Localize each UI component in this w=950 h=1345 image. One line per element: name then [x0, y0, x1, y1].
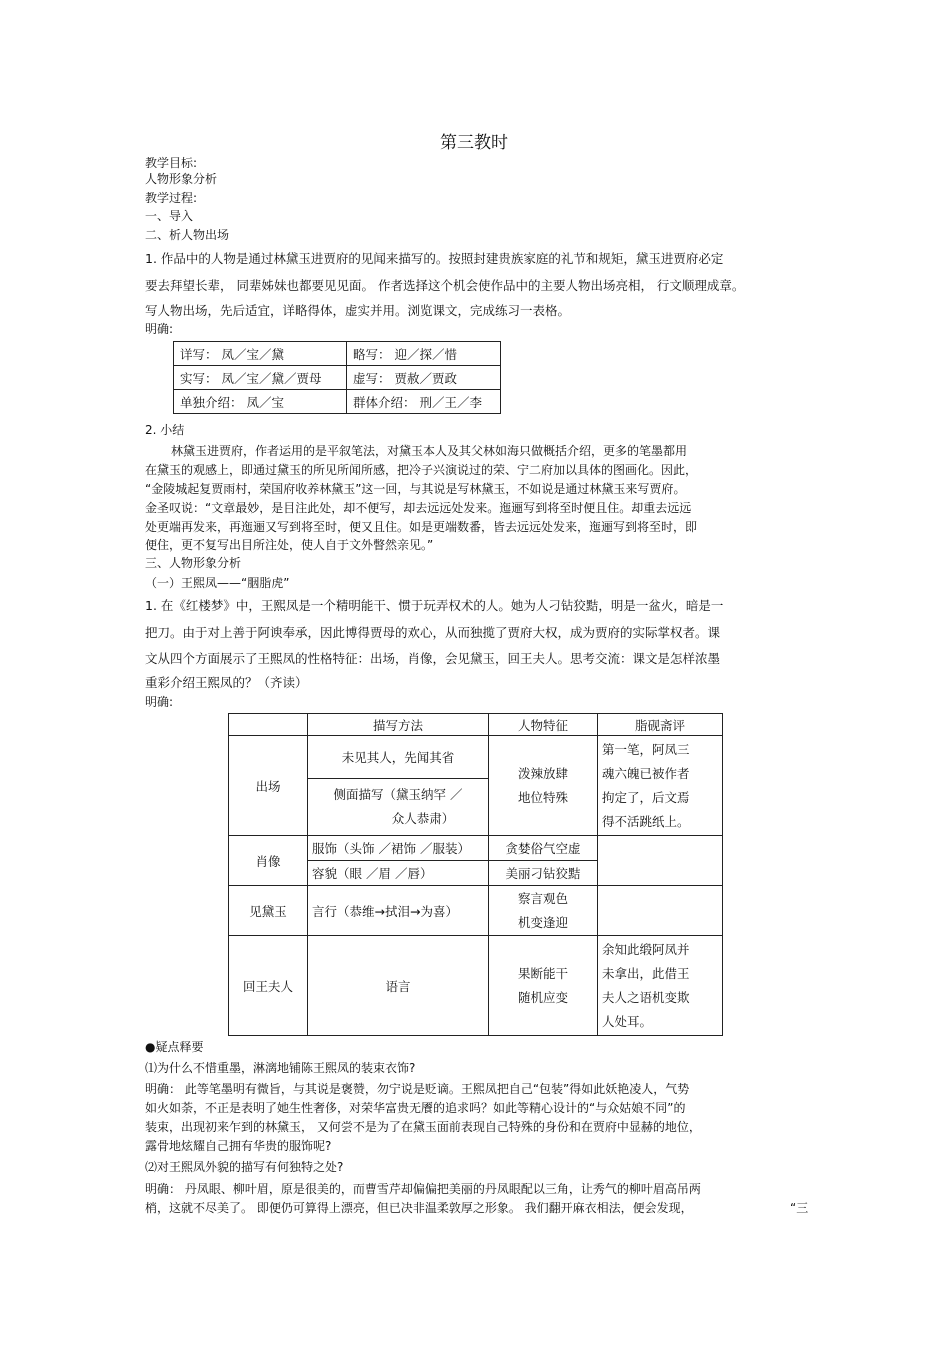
paragraph-line: 林黛玉进贾府，作者运用的是平叙笔法，对黛玉本人及其父林如海只做概括介绍，更多的笔墨都用 — [171, 444, 688, 458]
paragraph-line: 文从四个方面展示了王熙凤的性格特征：出场，肖像，会见黛玉，回王夫人。思考交流：课文是怎样浓墨 — [145, 651, 721, 666]
table-cell: 群体介绍： 刑／王／李 — [347, 390, 501, 414]
paragraph-line: 1. 作品中的人物是通过林黛玉进贾府的见闻来描写的。按照封建贵族家庭的礼节和规矩，黛玉进贾府必定 — [145, 251, 724, 266]
paragraph-line: 处更端再发来，再迤逦又写到将至时，便又且住。如是更端数番，皆去远远处发来，迤逦写到将至时，即 — [145, 520, 698, 534]
paragraph-line: 装束，出现初来乍到的林黛玉， 又何尝不是为了在黛玉面前表现自己特殊的身份和在贾府中显赫的地位， — [145, 1120, 701, 1134]
page-title: 第三教时 — [440, 133, 508, 153]
comment-line: 拘定了，后文焉 — [602, 789, 690, 805]
row-label: 回王夫人 — [229, 936, 308, 1036]
table-row — [229, 736, 723, 779]
paragraph-line: 重彩介绍王熙凤的？（齐读） — [145, 675, 308, 690]
comment-line: 魂六魄已被作者 — [602, 765, 690, 781]
table-cell: 略写： 迎／探／惜 — [347, 342, 501, 366]
trait-cell: 贪婪俗气空虚 — [489, 836, 598, 861]
method-cell: 容貌（眼 ／眉 ／唇） — [308, 861, 489, 886]
comment-line: 未拿出，此借王 — [602, 965, 690, 981]
table-row — [229, 886, 723, 936]
paragraph-line: 如火如荼，不正是表明了她生性奢侈，对荣华富贵无餍的追求吗？如此等精心设计的“与众姑娘不同”的 — [145, 1101, 686, 1115]
row-label: 见黛玉 — [229, 886, 308, 936]
table-row — [174, 342, 501, 366]
method-cell: 服饰（头饰 ／裙饰 ／服装） — [308, 836, 489, 861]
outline-table — [173, 341, 501, 414]
method-cell: 语言 — [308, 936, 489, 1036]
process-heading: 教学过程: — [145, 191, 198, 205]
table-cell: 详写： 凤／宝／黛 — [174, 342, 347, 366]
comment-line: 人处耳。 — [602, 1013, 653, 1029]
header-cell: 脂砚斋评 — [598, 714, 723, 736]
table-header-row — [229, 714, 723, 736]
table-row — [174, 366, 501, 390]
trait-line: 地位特殊 — [517, 789, 568, 805]
comment-cell — [598, 936, 723, 1036]
section-2-heading: 二、析人物出场 — [145, 228, 230, 242]
header-cell: 描写方法 — [308, 714, 489, 736]
section-3-heading: 三、人物形象分析 — [145, 556, 242, 570]
paragraph-line: 金圣叹说：“文章最妙，是目注此处，却不便写，却去远远处发来。迤逦写到将至时便且住。却重去远远 — [145, 501, 692, 515]
method-line: 众人恭肃） — [391, 811, 455, 826]
comment-line: 余知此缎阿凤并 — [602, 941, 690, 957]
paragraph-line-overflow: “三 — [790, 1201, 809, 1215]
paragraph-line: “金陵城起复贾雨村，荣国府收养林黛玉”这一回，与其说是写林黛玉，不如说是通过林黛玉来写贾府。 — [145, 482, 686, 496]
answer-label: 明确: — [145, 695, 174, 709]
method-line: 侧面描写（黛玉纳罕 ／ — [333, 787, 463, 802]
paragraph-line: 要去拜望长辈， 同辈姊妹也都要见见面。 作者选择这个机会使作品中的主要人物出场亮相， 行文顺理成章。 — [145, 278, 745, 293]
table-row — [174, 390, 501, 414]
question-1: ⑴为什么不惜重墨，淋漓地铺陈王熙凤的装束衣饰? — [145, 1061, 416, 1075]
comment-line: 第一笔，阿凤三 — [602, 741, 690, 757]
trait-cell: 美丽刁钻狡黠 — [489, 861, 598, 886]
table-row — [229, 936, 723, 1036]
comment-line: 夫人之语机变欺 — [602, 989, 690, 1005]
method-cell: 未见其人，先闻其省 — [308, 736, 489, 779]
table-cell: 实写： 凤／宝／黛／贾母 — [174, 366, 347, 390]
comment-line: 得不活跳纸上。 — [602, 813, 690, 829]
paragraph-line: 写人物出场，先后适宜，详略得体，虚实并用。浏览课文，完成练习一表格。 — [145, 303, 571, 318]
comment-cell — [598, 836, 723, 886]
trait-cell — [489, 886, 598, 936]
table-cell: 虚写： 贾赦／贾政 — [347, 366, 501, 390]
paragraph-line: 明确： 丹凤眼、柳叶眉，原是很美的，而曹雪芹却偏偏把美丽的丹凤眼配以三角，让秀气的柳叶眉高吊两 — [145, 1182, 701, 1196]
doubts-heading: ●疑点释要 — [145, 1040, 204, 1054]
subsection-heading: （一）王熙凤——“胭脂虎” — [145, 576, 290, 590]
header-cell: 人物特征 — [489, 714, 598, 736]
goal-heading: 教学目标: — [145, 156, 198, 170]
comment-cell — [598, 736, 723, 836]
trait-line: 随机应变 — [517, 989, 568, 1005]
trait-line: 泼辣放肆 — [517, 765, 568, 781]
paragraph-line: 梢，这就不尽美了。 即便仍可算得上漂亮，但已决非温柔敦厚之形象。 我们翻开麻衣相法，便会发现， — [145, 1201, 693, 1215]
question-2: ⑵对王熙凤外貌的描写有何独特之处? — [145, 1160, 344, 1174]
character-analysis-table — [228, 713, 723, 1036]
trait-cell — [489, 736, 598, 836]
table-cell: 单独介绍： 凤／宝 — [174, 390, 347, 414]
goal-text: 人物形象分析 — [145, 172, 218, 186]
header-cell — [229, 714, 308, 736]
paragraph-line: 1. 在《红楼梦》中，王熙凤是一个精明能干、惯于玩弄权术的人。她为人刁钻狡黠，明是一盆火，暗是一 — [145, 598, 724, 613]
trait-line: 察言观色 — [517, 890, 568, 906]
row-label: 出场 — [229, 736, 308, 836]
paragraph-line: 明确： 此等笔墨明有微旨，与其说是褒赞，勿宁说是贬谪。王熙凤把自己“包装”得如此妖艳凌人，气势 — [145, 1082, 690, 1096]
paragraph-line: 在黛玉的观感上，即通过黛玉的所见所闻所感，把冷子兴演说过的荣、宁二府加以具体的图画化。因此， — [145, 463, 698, 477]
trait-cell — [489, 936, 598, 1036]
answer-label: 明确: — [145, 322, 174, 336]
trait-line: 果断能干 — [517, 965, 568, 981]
trait-line: 机变逢迎 — [517, 914, 568, 930]
method-cell — [308, 779, 489, 836]
row-label: 肖像 — [229, 836, 308, 886]
method-cell: 言行（恭维→拭泪→为喜） — [308, 886, 489, 936]
table-row — [229, 836, 723, 861]
comment-cell — [598, 886, 723, 936]
paragraph-line: 把刀。由于对上善于阿谀奉承，因此博得贾母的欢心，从而独揽了贾府大权，成为贾府的实际掌权者。课 — [145, 625, 721, 640]
paragraph-line: 便住，更不复写出目所注处，使人自于文外瞥然亲见。” — [145, 538, 434, 552]
section-1-heading: 一、导入 — [145, 209, 194, 223]
summary-heading: 2. 小结 — [145, 423, 185, 437]
paragraph-line: 露骨地炫耀自己拥有华贵的服饰呢? — [145, 1139, 332, 1153]
